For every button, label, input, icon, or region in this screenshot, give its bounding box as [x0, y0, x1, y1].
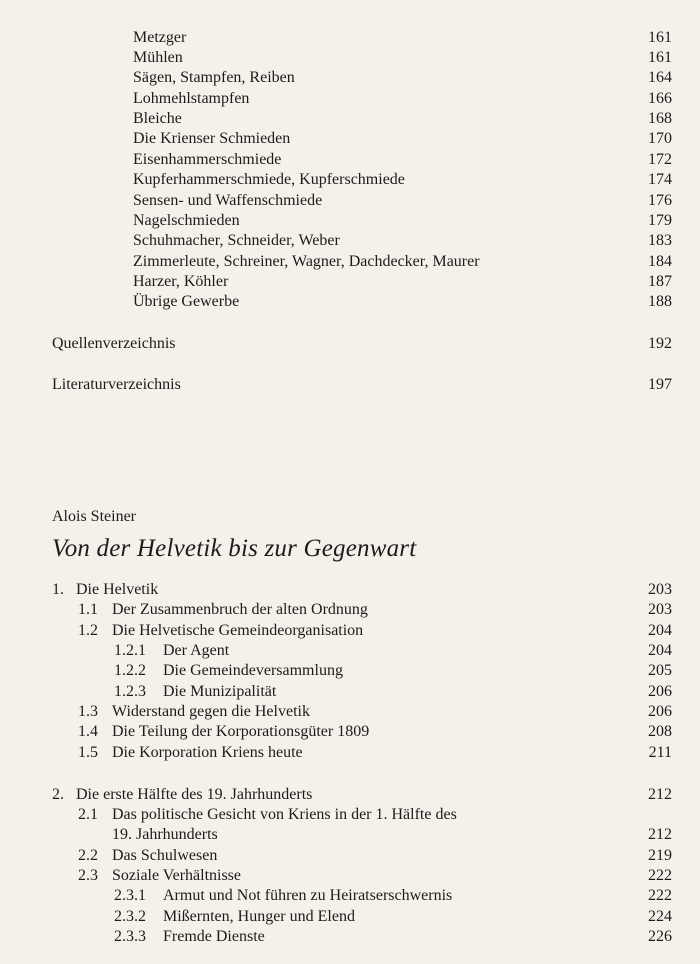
page-number: 164: [648, 69, 672, 86]
page-number: 219: [648, 847, 672, 864]
section-number: 1.2: [78, 622, 98, 639]
page-number: 166: [648, 90, 672, 107]
subsection-number: 1.2.3: [114, 683, 146, 700]
section-number: 1.4: [78, 723, 98, 740]
page-number: 170: [648, 130, 672, 147]
page-number: 222: [648, 867, 672, 884]
page-number: 204: [648, 642, 672, 659]
page-number: 172: [648, 151, 672, 168]
page-number: 192: [648, 335, 672, 352]
subsection-number: 2.3.2: [114, 908, 146, 925]
page-number: 203: [648, 581, 672, 598]
page-number: 197: [648, 376, 672, 393]
page-number: 205: [648, 662, 672, 679]
toc-entry: Übrige Gewerbe: [133, 293, 240, 310]
section-title: Die Teilung der Korporationsgüter 1809: [112, 723, 370, 740]
section-author: Alois Steiner: [52, 508, 136, 525]
chapter-title: Die Helvetik: [76, 581, 159, 598]
toc-entry: Zimmerleute, Schreiner, Wagner, Dachdecker, Maurer: [133, 253, 480, 270]
page-number: 204: [648, 622, 672, 639]
section-title: Die Helvetische Gemeindeorganisation: [112, 622, 364, 639]
page-number: 208: [648, 723, 672, 740]
page-number: 211: [648, 744, 672, 761]
subsection-title: Fremde Dienste: [163, 928, 265, 945]
section-number: 1.5: [78, 744, 98, 761]
section-title-continued: 19. Jahrhunderts: [112, 826, 218, 843]
page-number: 188: [648, 293, 672, 310]
toc-entry: Bleiche: [133, 110, 182, 127]
page-number: 161: [648, 29, 672, 46]
toc-entry: Sensen- und Waffenschmiede: [133, 192, 323, 209]
toc-entry-quellen: Quellenverzeichnis: [52, 335, 176, 352]
section-title: Die Korporation Kriens heute: [112, 744, 303, 761]
subsection-number: 1.2.2: [114, 662, 146, 679]
section-number: 2.3: [78, 867, 98, 884]
section-title: Der Zusammenbruch der alten Ordnung: [112, 601, 368, 618]
chapter-title: Die erste Hälfte des 19. Jahrhunderts: [76, 786, 313, 803]
section-title: Das politische Gesicht von Kriens in der 1. Hälfte des: [112, 806, 457, 823]
page-number: 176: [648, 192, 672, 209]
subsection-number: 2.3.1: [114, 887, 146, 904]
section-title: Das Schulwesen: [112, 847, 218, 864]
section-title: Soziale Verhältnisse: [112, 867, 242, 884]
subsection-title: Armut und Not führen zu Heiratserschwernis: [163, 887, 453, 904]
subsection-title: Mißernten, Hunger und Elend: [163, 908, 355, 925]
page-number: 187: [648, 273, 672, 290]
page-number: 161: [648, 49, 672, 66]
section-title: Widerstand gegen die Helvetik: [112, 703, 310, 720]
subsection-title: Die Munizipalität: [163, 683, 277, 700]
page-number: 179: [648, 212, 672, 229]
section-number: 2.1: [78, 806, 98, 823]
page-number: 212: [648, 826, 672, 843]
page-number: 206: [648, 683, 672, 700]
subsection-number: 2.3.3: [114, 928, 146, 945]
section-number: 1.1: [78, 601, 98, 618]
page-number: 168: [648, 110, 672, 127]
toc-entry: Mühlen: [133, 49, 183, 66]
section-number: 2.2: [78, 847, 98, 864]
page-number: 206: [648, 703, 672, 720]
toc-entry: Nagelschmieden: [133, 212, 240, 229]
page-number: 226: [648, 928, 672, 945]
toc-entry: Lohmehlstampfen: [133, 90, 250, 107]
chapter-number: 1.: [52, 581, 64, 598]
page-number: 212: [648, 786, 672, 803]
page-number: 174: [648, 171, 672, 188]
page-number: 222: [648, 887, 672, 904]
page-number: 224: [648, 908, 672, 925]
section-title: Von der Helvetik bis zur Gegenwart: [52, 535, 417, 562]
subsection-title: Die Gemeindeversammlung: [163, 662, 343, 679]
toc-entry: Metzger: [133, 29, 187, 46]
page-number: 203: [648, 601, 672, 618]
toc-entry: Harzer, Köhler: [133, 273, 229, 290]
subsection-number: 1.2.1: [114, 642, 146, 659]
toc-entry: Schuhmacher, Schneider, Weber: [133, 232, 340, 249]
chapter-number: 2.: [52, 786, 64, 803]
toc-entry: Kupferhammerschmiede, Kupferschmiede: [133, 171, 405, 188]
subsection-title: Der Agent: [163, 642, 230, 659]
toc-entry: Eisenhammerschmiede: [133, 151, 282, 168]
page-number: 183: [648, 232, 672, 249]
section-number: 1.3: [78, 703, 98, 720]
toc-entry-literatur: Literaturverzeichnis: [52, 376, 181, 393]
toc-entry: Die Krienser Schmieden: [133, 130, 291, 147]
toc-entry: Sägen, Stampfen, Reiben: [133, 69, 295, 86]
page-number: 184: [648, 253, 672, 270]
